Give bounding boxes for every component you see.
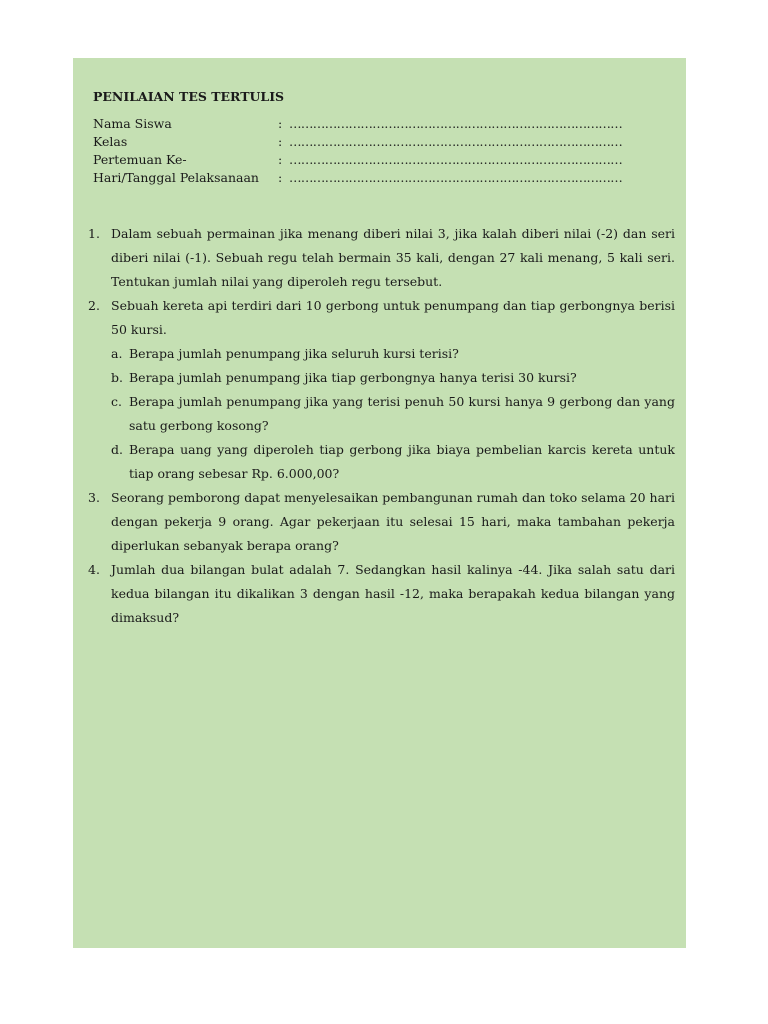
sub-question-text: Berapa jumlah penumpang jika seluruh kursi terisi?	[129, 346, 459, 361]
question-number: 3.	[88, 490, 100, 505]
sub-question-item	[111, 390, 675, 438]
question-item	[85, 222, 675, 294]
page-title: PENILAIAN TES TERTULIS	[93, 89, 285, 104]
question-text: Sebuah kereta api terdiri dari 10 gerbong untuk penumpang dan tiap gerbongnya berisi 50 kursi.	[111, 298, 675, 337]
sub-question-letter: d.	[111, 442, 123, 457]
question-item	[85, 486, 675, 558]
question-number: 1.	[88, 226, 100, 241]
identity-colon: :	[278, 170, 283, 185]
question-number: 4.	[88, 562, 100, 577]
identity-colon: :	[278, 134, 283, 149]
question-text: Jumlah dua bilangan bulat adalah 7. Sedangkan hasil kalinya -44. Jika salah satu dari kedua bilangan itu dikalikan 3 dengan hasil -12, maka berapakah kedua bilangan yang dimaksud?	[111, 562, 675, 625]
assessment-sheet	[73, 58, 686, 948]
question-item	[85, 294, 675, 486]
sub-question-item	[111, 342, 675, 366]
question-list	[85, 222, 675, 630]
sub-question-list	[111, 342, 675, 486]
question-item	[85, 558, 675, 630]
sub-question-text: Berapa uang yang diperoleh tiap gerbong jika biaya pembelian karcis kereta untuk tiap orang sebesar Rp. 6.000,00?	[129, 442, 675, 481]
identity-label: Kelas	[93, 134, 128, 149]
identity-blank-field: …………………………………………………………………………	[289, 152, 623, 167]
identity-colon: :	[278, 116, 283, 131]
sub-question-item	[111, 438, 675, 486]
identity-label: Nama Siswa	[93, 116, 172, 131]
question-text: Dalam sebuah permainan jika menang diberi nilai 3, jika kalah diberi nilai (-2) dan seri diberi nilai (-1). Sebuah regu telah bermain 35 kali, dengan 27 kali menang, 5 kali seri. Tentukan jumlah nilai yang diperoleh regu tersebut.	[111, 226, 675, 289]
identity-blank-field: …………………………………………………………………………	[289, 116, 623, 131]
identity-label: Pertemuan Ke-	[93, 152, 187, 167]
sub-question-item	[111, 366, 675, 390]
identity-blank-field: …………………………………………………………………………	[289, 134, 623, 149]
question-number: 2.	[88, 298, 100, 313]
identity-colon: :	[278, 152, 283, 167]
sub-question-text: Berapa jumlah penumpang jika yang terisi penuh 50 kursi hanya 9 gerbong dan yang satu gerbong kosong?	[129, 394, 675, 433]
sub-question-letter: b.	[111, 370, 123, 385]
sub-question-letter: a.	[111, 346, 123, 361]
sub-question-letter: c.	[111, 394, 122, 409]
identity-label: Hari/Tanggal Pelaksanaan	[93, 170, 259, 185]
sub-question-text: Berapa jumlah penumpang jika tiap gerbongnya hanya terisi 30 kursi?	[129, 370, 577, 385]
identity-blank-field: …………………………………………………………………………	[289, 170, 623, 185]
question-text: Seorang pemborong dapat menyelesaikan pembangunan rumah dan toko selama 20 hari dengan pekerja 9 orang. Agar pekerjaan itu selesai 15 hari, maka tambahan pekerja diperlukan sebanyak berapa orang?	[111, 490, 675, 553]
